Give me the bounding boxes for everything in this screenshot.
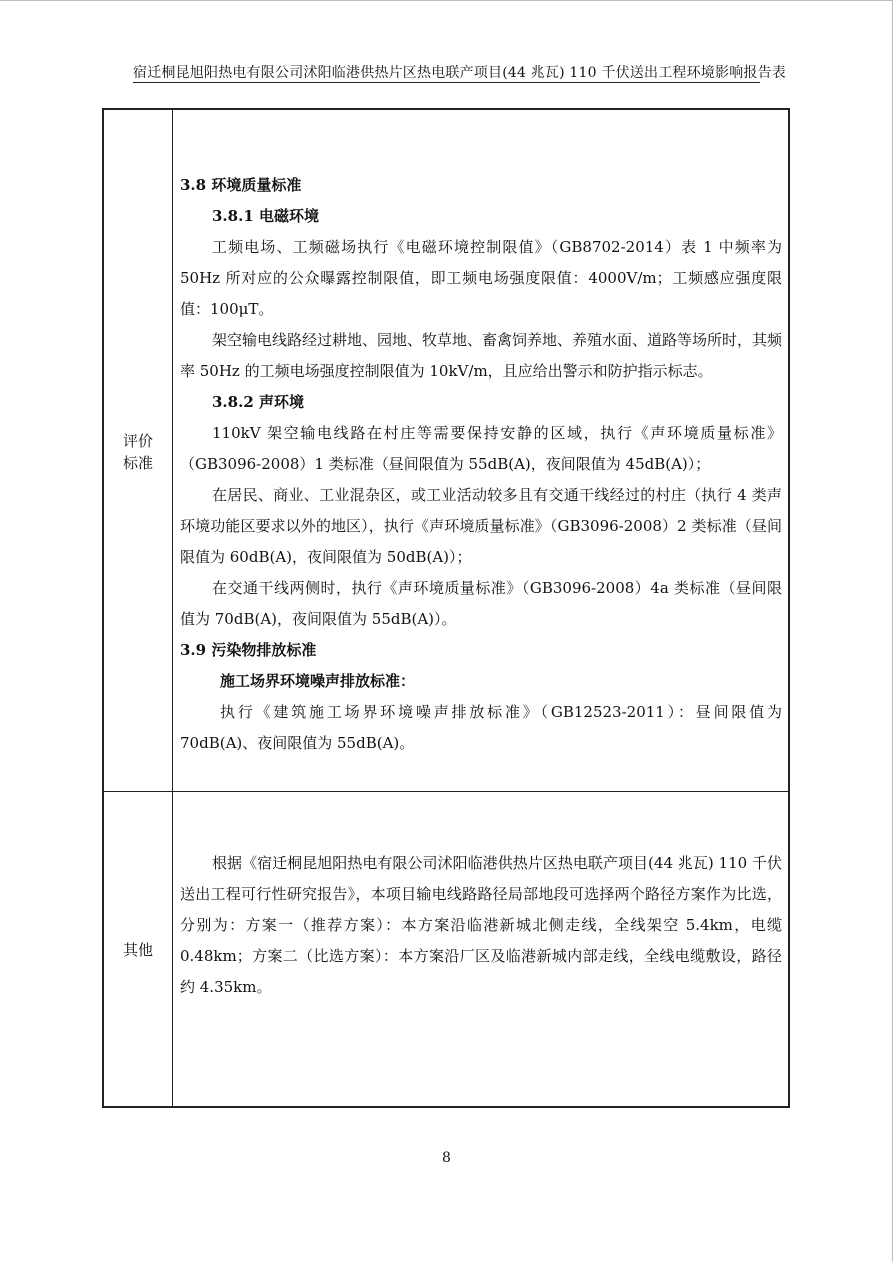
column-divider: [172, 110, 173, 1106]
paragraph: 在交通干线两侧时，执行《声环境质量标准》（GB3096-2008）4a 类标准（昼间限值为 70dB(A)，夜间限值为 55dB(A)）。: [180, 579, 782, 628]
page-number: 8: [442, 1150, 451, 1166]
paragraph: 在居民、商业、工业混杂区，或工业活动较多且有交通干线经过的村庄（执行 4 类声环境功能区要求以外的地区），执行《声环境质量标准》（GB3096-2008）2 类标准（昼间限值为 60dB(A)，夜间限值为 50dB(A)）；: [180, 486, 782, 566]
paragraph: 根据《宿迁桐昆旭阳热电有限公司沭阳临港供热片区热电联产项目(44 兆瓦) 110 千伏送出工程可行性研究报告》，本项目输电线路路径局部地段可选择两个路径方案作为比选，分别为：方案一（推荐方案）：本方案沿临港新城北侧走线，全线架空 5.4km，电缆 0.48km；方案二（比选方案）：本方案沿厂区及临港新城内部走线，全线电缆敷设，路径约 4.35km。: [180, 854, 782, 996]
subsection-heading: 施工场界环境噪声排放标准：: [220, 672, 416, 690]
paragraph: 架空输电线路经过耕地、园地、牧草地、畜禽饲养地、养殖水面、道路等场所时，其频率 50Hz 的工频电场强度控制限值为 10kV/m，且应给出警示和防护指示标志。: [180, 331, 783, 380]
row-label-text: 评价 标准: [122, 432, 153, 472]
paragraph: 110kV 架空输电线路在村庄等需要保持安静的区域，执行《声环境质量标准》（GB3096-2008）1 类标准（昼间限值为 55dB(A)，夜间限值为 45dB(A)）；: [180, 424, 782, 473]
row-label-other: [104, 939, 172, 961]
section-heading: 3.9 污染物排放标准: [180, 641, 317, 659]
page-edge-top: [0, 0, 893, 1]
subsection-heading: 3.8.1 电磁环境: [212, 207, 319, 225]
subsection-heading: 3.8.2 声环境: [212, 393, 304, 411]
header-rule: [133, 82, 760, 83]
paragraph: 工频电场、工频磁场执行《电磁环境控制限值》（GB8702-2014）表 1 中频率为 50Hz 所对应的公众曝露控制限值，即工频电场强度限值：4000V/m；工频感应强度限值：100μT。: [180, 238, 782, 318]
section-heading: 3.8 环境质量标准: [180, 176, 302, 194]
row-divider: [104, 791, 788, 792]
other-content: [180, 848, 782, 1003]
running-header: 宿迁桐昆旭阳热电有限公司沭阳临港供热片区热电联产项目(44 兆瓦) 110 千伏送出工程环境影响报告表: [133, 65, 787, 81]
row-label-text: 其他: [122, 941, 153, 959]
evaluation-standard-content: [180, 170, 782, 759]
paragraph: 执行《建筑施工场界环境噪声排放标准》（GB12523-2011）：昼间限值为 70dB(A)、夜间限值为 55dB(A)。: [180, 703, 782, 752]
row-label-evaluation-standard: [104, 430, 172, 474]
